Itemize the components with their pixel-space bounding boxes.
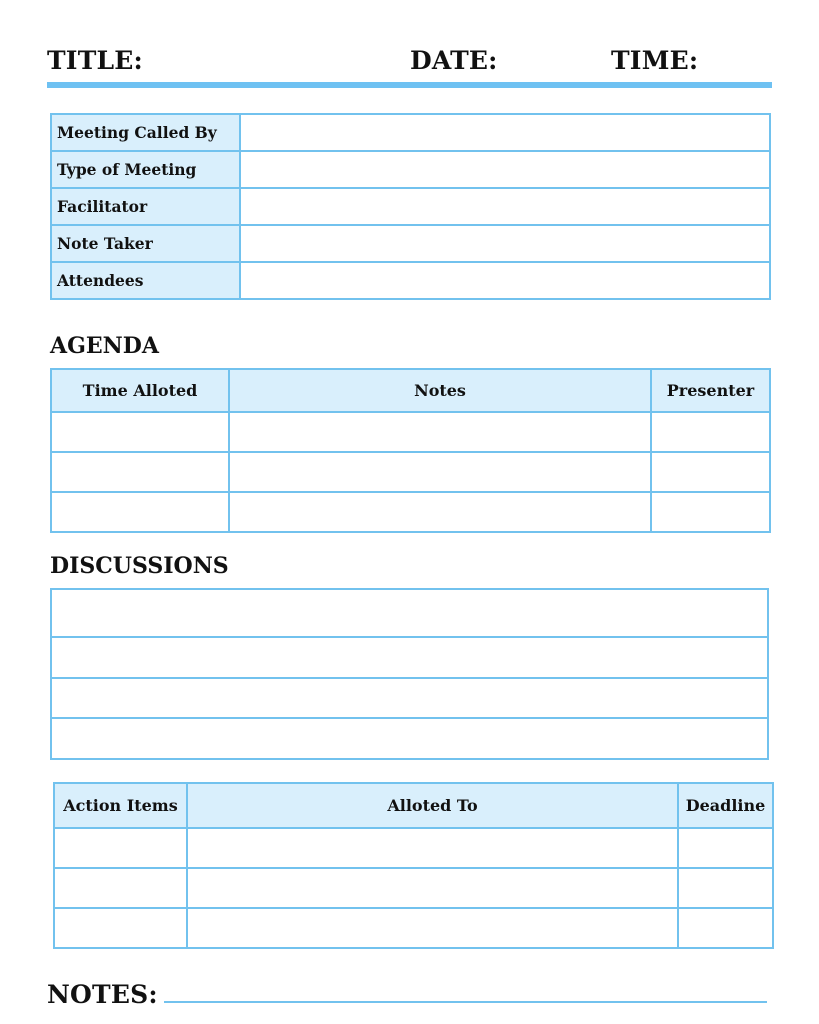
info-row xyxy=(51,225,770,262)
col-presenter: Presenter xyxy=(651,369,770,412)
notes-line[interactable] xyxy=(164,1001,767,1003)
cell[interactable] xyxy=(51,492,229,532)
cell[interactable] xyxy=(678,908,773,948)
table-row xyxy=(54,908,773,948)
info-value-cell[interactable] xyxy=(240,188,770,225)
cell[interactable] xyxy=(229,492,651,532)
info-label: Note Taker xyxy=(51,225,240,262)
cell[interactable] xyxy=(229,412,651,452)
discussion-line[interactable] xyxy=(51,637,768,678)
cell[interactable] xyxy=(54,908,187,948)
cell[interactable] xyxy=(54,868,187,908)
discussion-line[interactable] xyxy=(51,678,768,718)
table-row xyxy=(51,589,768,637)
col-notes: Notes xyxy=(229,369,651,412)
date-label: DATE: xyxy=(410,46,498,75)
cell[interactable] xyxy=(187,908,678,948)
table-row xyxy=(51,678,768,718)
discussion-line[interactable] xyxy=(51,589,768,637)
agenda-header-row xyxy=(51,369,770,412)
col-time-alloted: Time Alloted xyxy=(51,369,229,412)
table-row xyxy=(54,868,773,908)
info-label: Attendees xyxy=(51,262,240,299)
cell[interactable] xyxy=(51,412,229,452)
agenda-table xyxy=(50,368,771,533)
cell[interactable] xyxy=(51,452,229,492)
info-row xyxy=(51,188,770,225)
cell[interactable] xyxy=(187,828,678,868)
info-label: Facilitator xyxy=(51,188,240,225)
cell[interactable] xyxy=(54,828,187,868)
info-row xyxy=(51,151,770,188)
table-row xyxy=(51,637,768,678)
discussions-heading: DISCUSSIONS xyxy=(50,553,229,579)
table-row xyxy=(51,412,770,452)
cell[interactable] xyxy=(678,868,773,908)
time-label: TIME: xyxy=(611,46,699,75)
cell[interactable] xyxy=(651,452,770,492)
actions-header-row xyxy=(54,783,773,828)
info-label: Type of Meeting xyxy=(51,151,240,188)
col-alloted-to: Alloted To xyxy=(187,783,678,828)
header-rule xyxy=(47,82,772,88)
discussions-table xyxy=(50,588,769,760)
info-row xyxy=(51,114,770,151)
title-label: TITLE: xyxy=(47,46,143,75)
action-items-table xyxy=(53,782,774,949)
table-row xyxy=(51,718,768,759)
info-value-cell[interactable] xyxy=(240,262,770,299)
col-deadline: Deadline xyxy=(678,783,773,828)
info-value-cell[interactable] xyxy=(240,114,770,151)
meeting-info-table xyxy=(50,113,771,300)
agenda-heading: AGENDA xyxy=(50,333,159,359)
cell[interactable] xyxy=(651,412,770,452)
cell[interactable] xyxy=(187,868,678,908)
info-value-cell[interactable] xyxy=(240,225,770,262)
table-row xyxy=(51,492,770,532)
table-row xyxy=(54,828,773,868)
cell[interactable] xyxy=(651,492,770,532)
cell[interactable] xyxy=(229,452,651,492)
info-value-cell[interactable] xyxy=(240,151,770,188)
info-label: Meeting Called By xyxy=(51,114,240,151)
notes-label: NOTES: xyxy=(47,980,158,1009)
table-row xyxy=(51,452,770,492)
col-action-items: Action Items xyxy=(54,783,187,828)
cell[interactable] xyxy=(678,828,773,868)
info-row xyxy=(51,262,770,299)
discussion-line[interactable] xyxy=(51,718,768,759)
